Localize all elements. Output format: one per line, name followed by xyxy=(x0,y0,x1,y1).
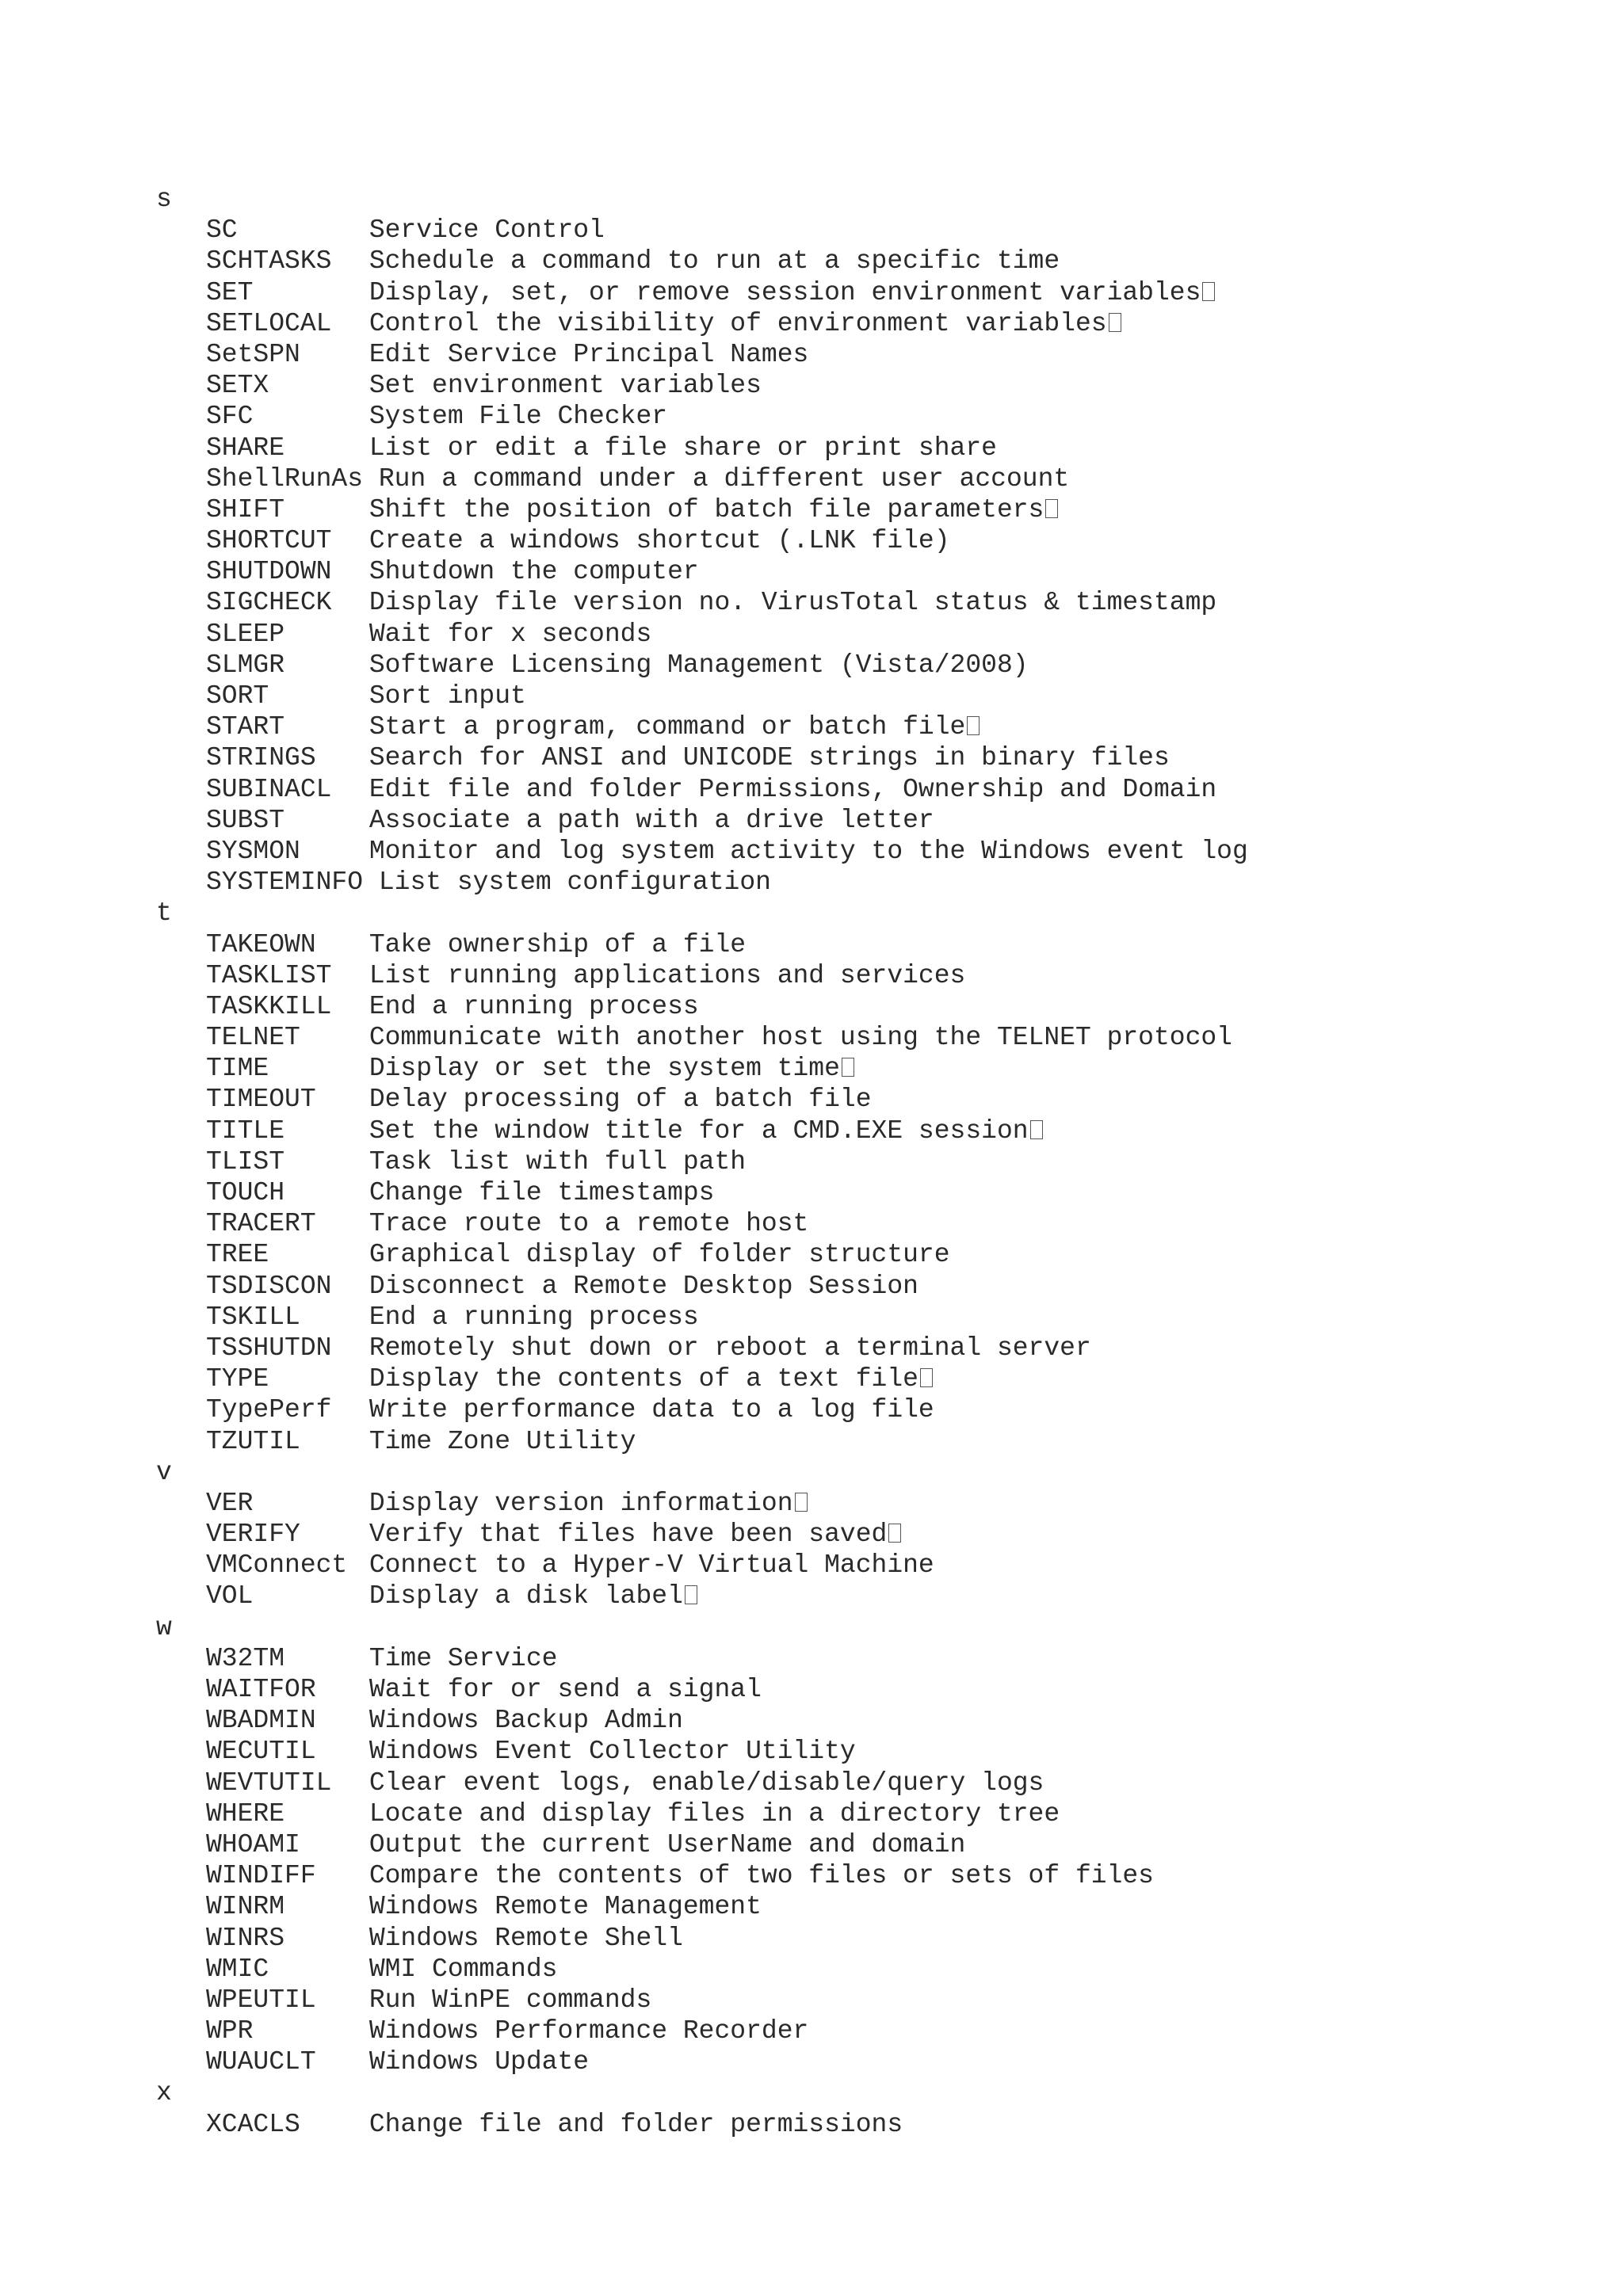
command-row xyxy=(156,1860,1583,1891)
command-description: Change file and folder permissions xyxy=(369,2109,903,2139)
command-row xyxy=(156,433,1583,463)
command-description: System File Checker xyxy=(369,402,668,432)
command-row xyxy=(156,2046,1583,2077)
command-name: TOUCH xyxy=(206,1178,285,1207)
command-row xyxy=(156,2016,1583,2046)
command-row xyxy=(156,1519,1583,1550)
command-row xyxy=(156,1705,1583,1736)
command-row xyxy=(156,1053,1583,1084)
command-row xyxy=(156,2109,1583,2140)
command-name: WHOAMI xyxy=(206,1829,300,1859)
section-letter-v: v xyxy=(156,1457,172,1487)
command-description: Edit file and folder Permissions, Ownership and Domain xyxy=(369,774,1217,804)
command-row xyxy=(156,650,1583,681)
command-row xyxy=(156,1768,1583,1798)
command-row xyxy=(156,867,1583,898)
command-row xyxy=(156,370,1583,401)
command-name: WMIC xyxy=(206,1954,269,1984)
command-description: Schedule a command to run at a specific time xyxy=(369,246,1060,277)
command-name: WAITFOR xyxy=(206,1675,316,1704)
command-description: Display the contents of a text file xyxy=(369,1364,918,1394)
command-name: TypePerf xyxy=(206,1395,332,1425)
command-description: Windows Remote Management xyxy=(369,1892,762,1922)
command-row xyxy=(156,929,1583,960)
command-row xyxy=(156,215,1583,246)
command-row xyxy=(156,463,1583,494)
missing-glyph-icon xyxy=(1045,499,1058,518)
command-description: Wait for or send a signal xyxy=(369,1675,762,1704)
command-name: TASKKILL xyxy=(206,991,332,1021)
command-name: WINRM xyxy=(206,1892,285,1922)
command-row xyxy=(156,556,1583,587)
command-reference-page xyxy=(156,184,1583,2140)
command-row xyxy=(156,1333,1583,1363)
command-description: Wait for x seconds xyxy=(369,619,652,649)
command-name: WPEUTIL xyxy=(206,1985,316,2015)
command-row xyxy=(156,1177,1583,1208)
command-name: VOL xyxy=(206,1581,254,1611)
missing-glyph-icon xyxy=(1109,313,1121,332)
command-row xyxy=(156,619,1583,650)
command-name: TREE xyxy=(206,1240,269,1270)
command-description: Start a program, command or batch file xyxy=(369,712,966,742)
command-name: SHUTDOWN xyxy=(206,557,332,587)
command-description: Display a disk label xyxy=(369,1581,683,1611)
command-name: TSDISCON xyxy=(206,1271,332,1301)
command-description: Shift the position of batch file parameters xyxy=(369,494,1044,524)
command-name: SUBINACL xyxy=(206,774,332,804)
command-name: SYSMON xyxy=(206,836,300,866)
command-name: SetSPN xyxy=(206,339,300,369)
command-description: Windows Remote Shell xyxy=(369,1923,683,1953)
command-description: Time Zone Utility xyxy=(369,1426,636,1456)
command-description: Time Service xyxy=(369,1643,558,1673)
command-name: TSKILL xyxy=(206,1302,300,1332)
command-description: Service Control xyxy=(369,215,605,246)
command-name: WBADMIN xyxy=(206,1706,316,1736)
command-row xyxy=(156,1550,1583,1581)
command-name: WECUTIL xyxy=(206,1737,316,1767)
command-name: SUBST xyxy=(206,805,285,835)
command-description: Task list with full path xyxy=(369,1146,747,1177)
command-row xyxy=(156,246,1583,277)
command-row xyxy=(156,1829,1583,1860)
command-description: Windows Backup Admin xyxy=(369,1706,683,1736)
command-name: TASKLIST xyxy=(206,960,332,990)
command-description: Trace route to a remote host xyxy=(369,1209,809,1239)
command-name: TAKEOWN xyxy=(206,929,316,959)
command-description: Shutdown the computer xyxy=(369,557,699,587)
command-row xyxy=(156,1239,1583,1270)
command-name: WHERE xyxy=(206,1798,285,1829)
command-row xyxy=(156,1923,1583,1954)
command-description: End a running process xyxy=(369,1302,699,1332)
command-name: SHARE xyxy=(206,433,285,463)
section-letter-s: s xyxy=(156,185,172,214)
command-description: Display file version no. VirusTotal status & timestamp xyxy=(369,588,1217,618)
command-name: TLIST xyxy=(206,1146,285,1177)
command-description: Windows Event Collector Utility xyxy=(369,1737,856,1767)
command-row xyxy=(156,1581,1583,1611)
command-name: TYPE xyxy=(206,1364,269,1394)
command-description: Verify that files have been saved xyxy=(369,1520,888,1550)
section-letter-t: t xyxy=(156,898,172,929)
command-row xyxy=(156,339,1583,370)
command-name: SETX xyxy=(206,371,269,401)
command-row xyxy=(156,1363,1583,1394)
command-description: Sort input xyxy=(369,681,526,711)
command-name: SFC xyxy=(206,402,254,432)
command-name: VER xyxy=(206,1488,254,1518)
command-name: SHIFT xyxy=(206,494,285,524)
section-letter-x: x xyxy=(156,2078,172,2108)
command-name: TIMEOUT xyxy=(206,1085,316,1115)
command-description: Clear event logs, enable/disable/query logs xyxy=(369,1768,1044,1798)
command-row xyxy=(156,960,1583,991)
command-row xyxy=(156,991,1583,1022)
command-name: SETLOCAL xyxy=(206,308,332,338)
command-row xyxy=(156,1954,1583,1985)
command-name: VERIFY xyxy=(206,1520,300,1550)
command-name: WINDIFF xyxy=(206,1861,316,1891)
command-row xyxy=(156,1736,1583,1767)
missing-glyph-icon xyxy=(685,1585,697,1604)
command-row xyxy=(156,401,1583,432)
missing-glyph-icon xyxy=(1202,282,1215,301)
command-name: TELNET xyxy=(206,1023,300,1053)
command-name: SHORTCUT xyxy=(206,526,332,556)
command-description: Write performance data to a log file xyxy=(369,1395,934,1425)
command-description: Create a windows shortcut (.LNK file) xyxy=(369,526,950,556)
command-name: SORT xyxy=(206,681,269,711)
command-row xyxy=(156,711,1583,742)
command-description: Remotely shut down or reboot a terminal server xyxy=(369,1333,1091,1363)
command-description: Compare the contents of two files or sets of files xyxy=(369,1861,1154,1891)
command-row xyxy=(156,587,1583,618)
missing-glyph-icon xyxy=(920,1368,933,1387)
missing-glyph-icon xyxy=(842,1058,854,1077)
command-description: Change file timestamps xyxy=(369,1178,715,1207)
command-row xyxy=(156,1798,1583,1829)
command-name: VMConnect xyxy=(206,1550,348,1581)
command-description: List system configuration xyxy=(378,868,771,898)
command-description: End a running process xyxy=(369,991,699,1021)
command-row xyxy=(156,277,1583,308)
command-name: START xyxy=(206,712,285,742)
command-row xyxy=(156,1116,1583,1146)
command-row xyxy=(156,1084,1583,1115)
command-description: WMI Commands xyxy=(369,1954,558,1984)
command-name: TSSHUTDN xyxy=(206,1333,332,1363)
command-row xyxy=(156,1488,1583,1519)
command-description: Windows Performance Recorder xyxy=(369,2016,809,2046)
command-description: Take ownership of a file xyxy=(369,929,747,959)
command-name: SIGCHECK xyxy=(206,588,332,618)
command-description: Software Licensing Management (Vista/2008) xyxy=(369,650,1029,680)
command-row xyxy=(156,805,1583,836)
command-name: SC xyxy=(206,215,238,246)
section-letter-w: w xyxy=(156,1612,172,1642)
command-description: List running applications and services xyxy=(369,960,966,990)
command-description: Locate and display files in a directory tree xyxy=(369,1798,1060,1829)
command-description: Control the visibility of environment variables xyxy=(369,308,1107,338)
command-row xyxy=(156,681,1583,711)
command-description: Run a command under a different user account xyxy=(378,463,1070,494)
command-name: WPR xyxy=(206,2016,254,2046)
command-row xyxy=(156,742,1583,773)
command-name: TITLE xyxy=(206,1116,285,1146)
command-name: SCHTASKS xyxy=(206,246,332,277)
command-name: WEVTUTIL xyxy=(206,1768,332,1798)
command-row xyxy=(156,1022,1583,1053)
command-row xyxy=(156,1643,1583,1674)
command-row xyxy=(156,1985,1583,2016)
missing-glyph-icon xyxy=(888,1524,901,1543)
command-description: Set environment variables xyxy=(369,371,762,401)
command-description: Disconnect a Remote Desktop Session xyxy=(369,1271,918,1301)
command-description: Graphical display of folder structure xyxy=(369,1240,950,1270)
command-row xyxy=(156,1891,1583,1922)
command-name: TIME xyxy=(206,1054,269,1084)
command-name: TRACERT xyxy=(206,1209,316,1239)
command-name: SLEEP xyxy=(206,619,285,649)
command-name: SYSTEMINFO xyxy=(206,868,364,898)
command-description: Associate a path with a drive letter xyxy=(369,805,934,835)
command-description: Display version information xyxy=(369,1488,793,1518)
command-name: STRINGS xyxy=(206,743,316,773)
command-name: XCACLS xyxy=(206,2109,300,2139)
missing-glyph-icon xyxy=(967,716,980,735)
command-name: TZUTIL xyxy=(206,1426,300,1456)
command-row xyxy=(156,836,1583,867)
command-row xyxy=(156,1271,1583,1302)
command-name: WINRS xyxy=(206,1923,285,1953)
command-description: Set the window title for a CMD.EXE session xyxy=(369,1116,1029,1146)
missing-glyph-icon xyxy=(1030,1120,1043,1139)
command-description: Windows Update xyxy=(369,2047,590,2077)
command-description: Display, set, or remove session environment variables xyxy=(369,277,1201,307)
missing-glyph-icon xyxy=(795,1493,808,1512)
command-row xyxy=(156,1674,1583,1705)
command-description: List or edit a file share or print share xyxy=(369,433,997,463)
command-name: SET xyxy=(206,277,254,307)
command-row xyxy=(156,308,1583,339)
command-row xyxy=(156,1302,1583,1333)
command-description: Edit Service Principal Names xyxy=(369,339,809,369)
command-description: Delay processing of a batch file xyxy=(369,1085,872,1115)
command-row xyxy=(156,1426,1583,1457)
command-description: Run WinPE commands xyxy=(369,1985,652,2015)
command-name: WUAUCLT xyxy=(206,2047,316,2077)
command-name: W32TM xyxy=(206,1643,285,1673)
command-description: Communicate with another host using the TELNET protocol xyxy=(369,1023,1232,1053)
command-description: Monitor and log system activity to the Windows event log xyxy=(369,836,1248,866)
command-description: Search for ANSI and UNICODE strings in binary files xyxy=(369,743,1170,773)
command-description: Connect to a Hyper-V Virtual Machine xyxy=(369,1550,934,1581)
command-row xyxy=(156,1394,1583,1425)
command-name: SLMGR xyxy=(206,650,285,680)
command-row xyxy=(156,494,1583,525)
command-description: Display or set the system time xyxy=(369,1054,840,1084)
command-description: Output the current UserName and domain xyxy=(369,1829,966,1859)
command-row xyxy=(156,1146,1583,1177)
command-row xyxy=(156,774,1583,805)
command-row xyxy=(156,1208,1583,1239)
command-row xyxy=(156,525,1583,556)
command-name: ShellRunAs xyxy=(206,463,364,494)
